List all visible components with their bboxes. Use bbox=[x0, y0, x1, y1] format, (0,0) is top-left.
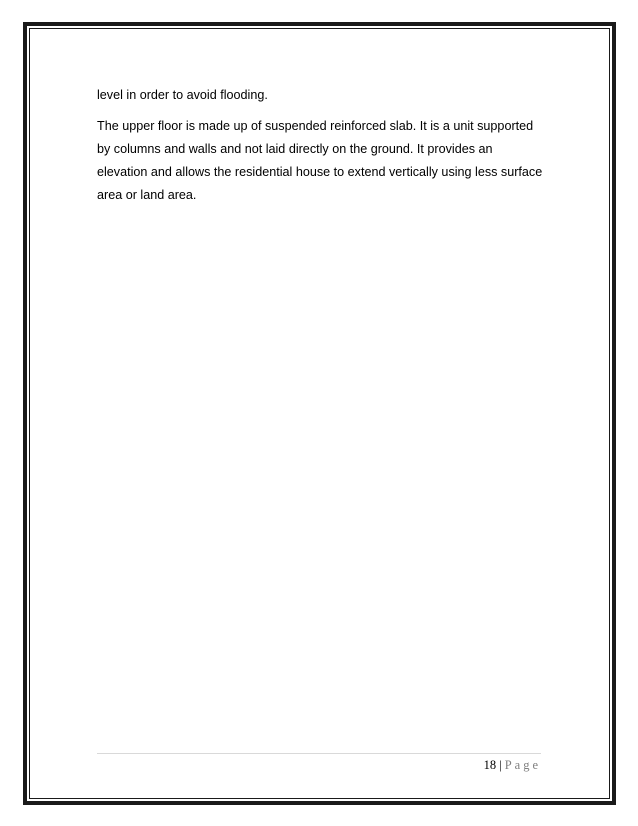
footer-separator: | bbox=[499, 758, 502, 772]
page-footer bbox=[484, 758, 541, 773]
document-body bbox=[97, 84, 547, 215]
text-line: level in order to avoid flooding. bbox=[97, 88, 268, 102]
text-line: area or land area. bbox=[97, 188, 197, 202]
paragraph-2 bbox=[97, 115, 547, 207]
text-line: The upper floor is made up of suspended reinforced slab. It is a unit supported bbox=[97, 119, 534, 133]
footer-divider bbox=[97, 753, 541, 754]
page-number: 18 bbox=[483, 758, 497, 772]
page-label: Page bbox=[504, 758, 541, 772]
paragraph-1 bbox=[97, 84, 547, 107]
text-line: by columns and walls and not laid directly on the ground. It provides an bbox=[97, 142, 493, 156]
text-line: elevation and allows the residential house to extend vertically using less surface bbox=[97, 165, 543, 179]
